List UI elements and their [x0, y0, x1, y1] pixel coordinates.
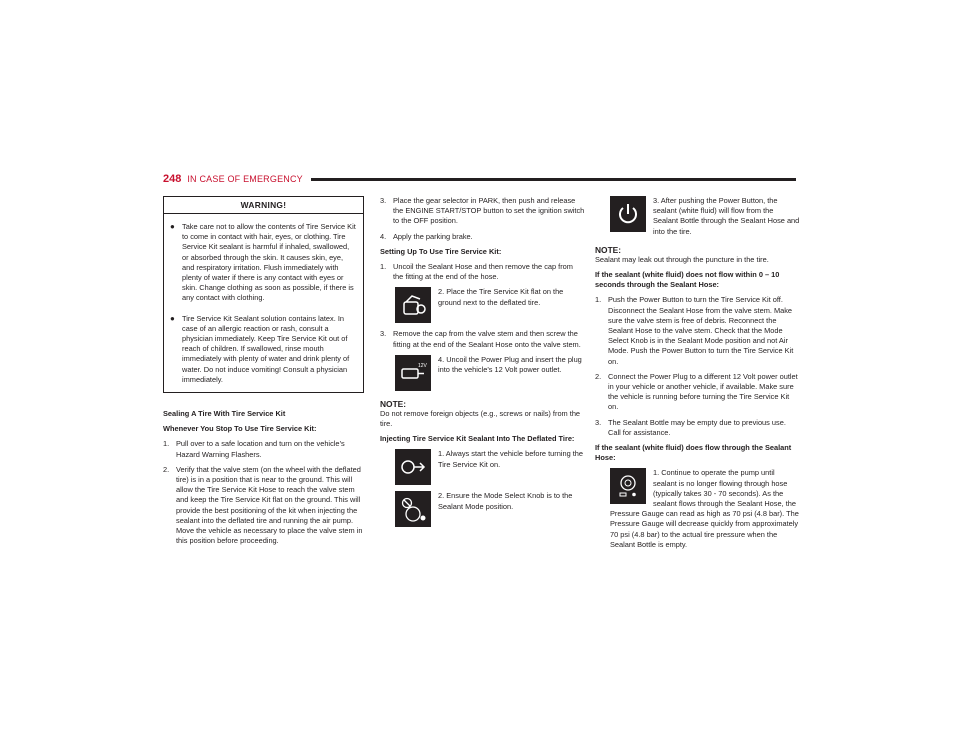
step-item — [380, 262, 585, 282]
step-number: 4. — [380, 231, 387, 241]
step-text: Uncoil the Sealant Hose and then remove the cap from the fitting at the end of the hose. — [393, 262, 573, 282]
note-heading: NOTE: — [595, 244, 622, 255]
warning-title: WARNING! — [164, 197, 363, 214]
page-header — [163, 172, 796, 186]
sub-heading: If the sealant (white fluid) does flow through the Sealant Hose: — [595, 443, 792, 463]
step-text: Apply the parking brake. — [393, 231, 473, 241]
step-text: 2. Ensure the Mode Select Knob is to the Sealant Mode position. — [438, 491, 573, 511]
step-text: Pull over to a safe location and turn on the vehicle’s Hazard Warning Flashers. — [176, 439, 345, 459]
warning-bullet — [170, 222, 357, 304]
step-number: 2. — [595, 371, 602, 381]
icon-step — [610, 468, 800, 550]
step-number: 3. — [380, 329, 387, 339]
warning-bullet-text: Tire Service Kit Sealant solution contains latex. In case of an allergic reaction or rash, consult a physician immediately. Keep Tire Service Kit out of reach of children. If swallowed, rinse mouth immediately with plenty of water and drink plenty of water. Do not induce vomiting! Consult a physician immediately. — [182, 313, 350, 384]
step-item — [380, 329, 585, 349]
step-item — [380, 196, 585, 227]
step-text: 4. Uncoil the Power Plug and insert the plug into the vehicle’s 12 Volt power outlet. — [438, 354, 582, 375]
section-title: IN CASE OF EMERGENCY — [187, 174, 303, 184]
step-number: 3. — [380, 196, 387, 205]
step-item — [163, 465, 365, 547]
step-item — [163, 439, 365, 459]
note-text: Do not remove foreign objects (e.g., screws or nails) from the tire. — [380, 408, 581, 429]
column-2 — [380, 196, 585, 533]
icon-step — [395, 355, 585, 391]
step-text: The Sealant Bottle may be empty due to previous use. Call for assistance. — [608, 417, 786, 437]
step-text: 1. Always start the vehicle before turning the Tire Service Kit on. — [438, 449, 584, 469]
sub-heading: If the sealant (white fluid) does not flow within 0 – 10 seconds through the Sealant Hose: — [595, 270, 780, 290]
page-number: 248 — [163, 173, 182, 185]
bullet-icon: ● — [170, 313, 175, 323]
sub-heading: Injecting Tire Service Kit Sealant Into The Deflated Tire: — [380, 434, 575, 444]
vehicle-start-icon — [395, 449, 431, 485]
pressure-gauge-icon — [610, 468, 646, 504]
step-number: 1. — [163, 439, 170, 449]
tire-kit-flat-icon — [395, 287, 431, 323]
sub-heading: Setting Up To Use Tire Service Kit: — [380, 246, 502, 256]
step-number: 3. — [595, 417, 602, 427]
note-heading: NOTE: — [380, 398, 407, 409]
power-plug-icon — [395, 355, 431, 391]
step-text: Push the Power Button to turn the Tire Service Kit off. Disconnect the Sealant Hose from the valve stem. Make sure the valve stem is free of debris. Reconnect the Sealant Hose to the valve stem. Check that the Mode Select Knob is in the Sealant Mode position and not Air Mode. Push the Power Button to turn the Tire Service Kit on. — [608, 295, 794, 366]
step-text: 1. Continue to operate the pump until sealant is no longer flowing through hose (typically takes 30 - 70 seconds). As the sealant flows through the Sealant Hose, the Pressure Gauge can read as high as 70 psi (4.8 bar). The Pressure Gauge will decrease quickly from approximately 70 psi (4.8 bar) to the actual tire pressure when the Sealant Bottle is empty. — [610, 468, 799, 549]
icon-step — [395, 287, 585, 323]
header-rule — [311, 178, 796, 181]
step-item — [380, 232, 585, 242]
column-1 — [163, 196, 365, 551]
section-heading: Sealing A Tire With Tire Service Kit — [163, 409, 286, 419]
mode-select-knob-icon — [395, 491, 431, 527]
sub-heading: Whenever You Stop To Use Tire Service Kit: — [163, 424, 317, 434]
step-number: 2. — [163, 464, 170, 474]
step-number: 1. — [380, 262, 387, 272]
note-text: Sealant may leak out through the puncture in the tire. — [595, 254, 769, 264]
step-number: 1. — [595, 295, 602, 305]
step-text: Verify that the valve stem (on the wheel with the deflated tire) is in a position that is near to the ground. This will allow the Tire Service Kit Hose to reach the valve stem and keep the Tire Service Kit flat on the ground. This will provide the best positioning of the kit when injecting the sealant into the deflated tire and running the air pump. Move the vehicle as necessary to place the valve stem in this position before proceeding. — [176, 464, 363, 546]
step-text: Connect the Power Plug to a different 12 Volt power outlet in your vehicle or another vehicle, if available. Make sure the vehicle is running before turning the Tire Service Kit on. — [608, 371, 798, 412]
step-text: 3. After pushing the Power Button, the sealant (white fluid) will flow from the Sealant Bottle through the Sealant Hose and into the tire. — [653, 196, 800, 236]
bullet-icon: ● — [170, 222, 175, 231]
step-item — [595, 372, 800, 413]
power-button-icon — [610, 196, 646, 232]
step-item — [595, 418, 800, 438]
step-text: 2. Place the Tire Service Kit flat on the ground next to the deflated tire. — [438, 287, 564, 307]
icon-step — [395, 491, 585, 527]
warning-bullet — [170, 314, 357, 385]
icon-step — [395, 449, 585, 485]
warning-bullet-text: Take care not to allow the contents of Tire Service Kit to come in contact with hair, eyes, or clothing. Tire Service Kit sealant is harmful if inhaled, swallowed, or absorbed through the skin. It causes skin, eye, and respiratory irritation. Flush immediately with plenty of water if there is any contact with eyes or skin. Change clothing as soon as possible, if there is any contact with clothing. — [182, 222, 356, 303]
icon-step — [610, 196, 800, 237]
step-text: Remove the cap from the valve stem and then screw the fitting at the end of the Sealant Hose onto the valve stem. — [393, 329, 581, 349]
step-item — [595, 295, 800, 366]
column-3 — [595, 196, 800, 556]
warning-box — [163, 196, 364, 393]
step-text: Place the gear selector in PARK, then push and release the ENGINE START/STOP button to set the ignition switch to the OFF position. — [393, 196, 585, 226]
svg-text:12V: 12V — [418, 362, 427, 369]
